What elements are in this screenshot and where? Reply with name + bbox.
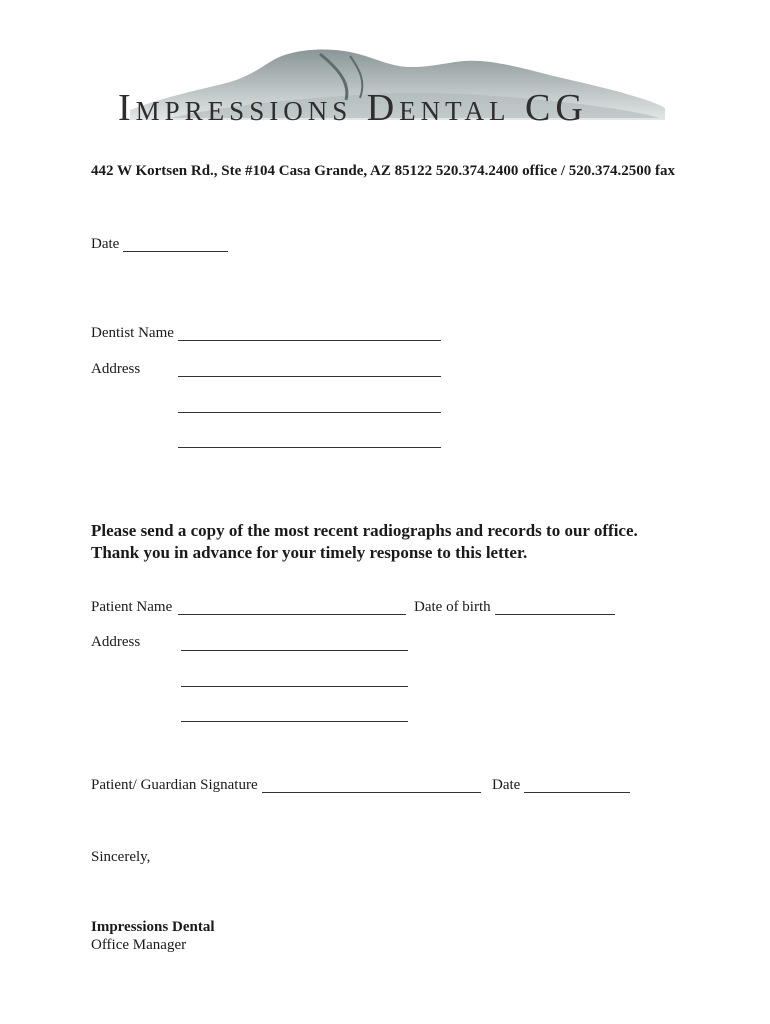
dentist-address-label: Address: [91, 361, 141, 377]
dentist-name-field[interactable]: [178, 340, 441, 341]
office-address: 442 W Kortsen Rd., Ste #104 Casa Grande, AZ 85122 520.374.2400 office / 520.374.2500 fax: [91, 163, 676, 179]
signature-label: Patient/ Guardian Signature: [91, 777, 258, 793]
dentist-address-line-2[interactable]: [178, 412, 441, 413]
patient-address-label: Address: [91, 634, 141, 650]
closing-organization: Impressions Dental: [91, 919, 215, 935]
date-field[interactable]: [123, 251, 228, 252]
signature-date-label: Date: [492, 777, 521, 793]
signature-field[interactable]: [262, 792, 481, 793]
request-message-line-1: Please send a copy of the most recent radiographs and records to our office.: [91, 521, 638, 540]
request-message-line-2: Thank you in advance for your timely response to this letter.: [91, 543, 528, 562]
dentist-address-line-1[interactable]: [178, 376, 441, 377]
closing-sincerely: Sincerely,: [91, 849, 151, 865]
patient-name-field[interactable]: [178, 614, 406, 615]
dob-field[interactable]: [495, 614, 615, 615]
patient-address-line-2[interactable]: [181, 686, 408, 687]
signature-date-field[interactable]: [524, 792, 630, 793]
closing-title: Office Manager: [91, 937, 187, 953]
date-label: Date: [91, 236, 120, 252]
logo-wordmark: Impressions Dental CG: [118, 87, 588, 129]
patient-address-line-1[interactable]: [181, 650, 408, 651]
dob-label: Date of birth: [414, 599, 491, 615]
patient-address-line-3[interactable]: [181, 721, 408, 722]
dentist-address-line-3[interactable]: [178, 447, 441, 448]
dentist-name-label: Dentist Name: [91, 325, 174, 341]
patient-name-label: Patient Name: [91, 599, 173, 615]
